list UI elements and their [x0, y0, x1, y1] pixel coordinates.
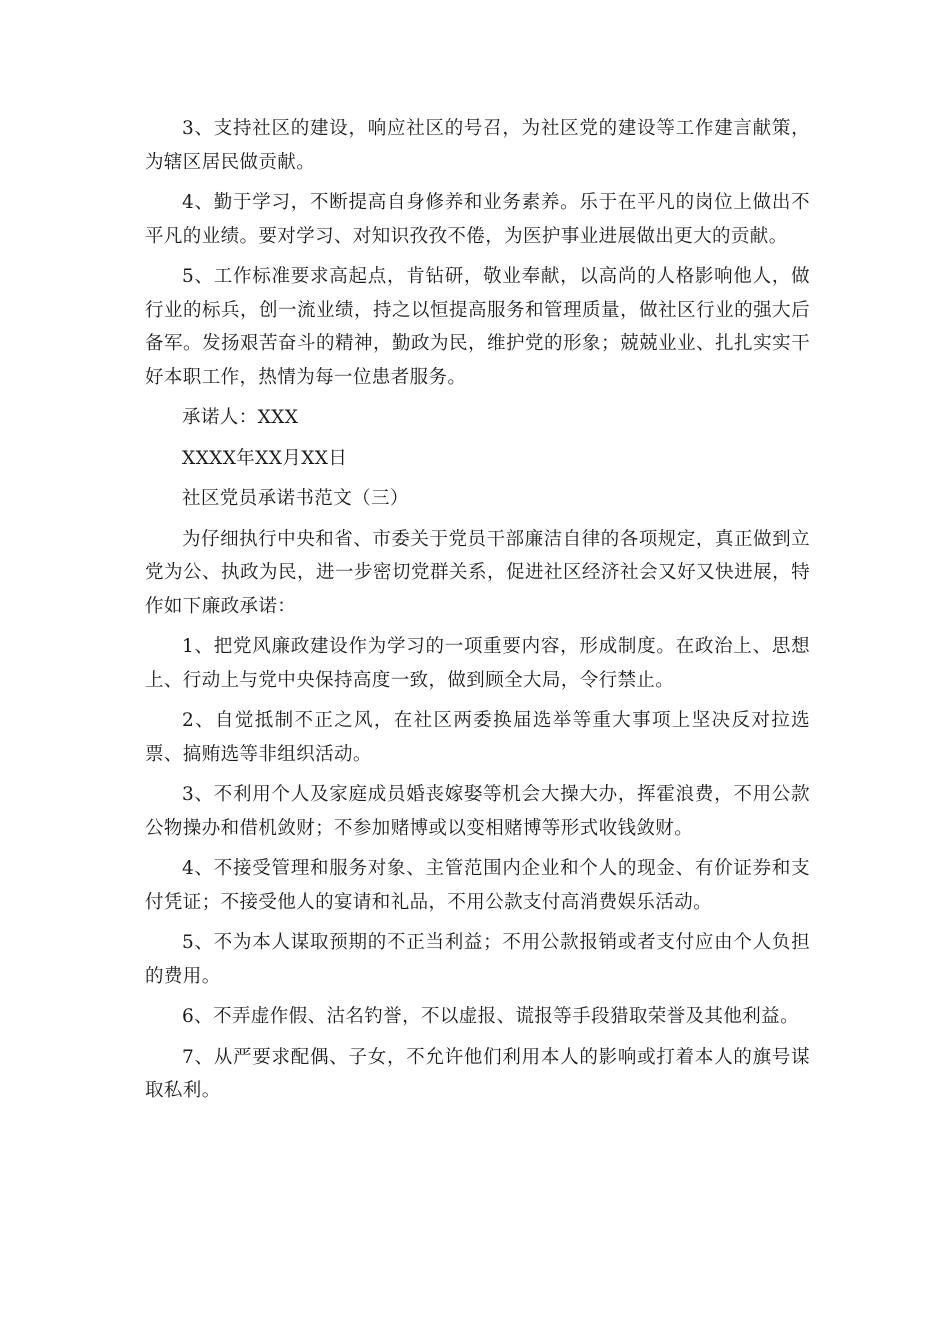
pledge-item-2: 2、自觉抵制不正之风，在社区两委换届选举等重大事项上坚决反对拉选票、搞贿选等非组织活动。	[145, 710, 810, 765]
pledge-item-6: 6、不弄虚作假、沽名钓誉，不以虚报、谎报等手段猎取荣誉及其他利益。	[182, 1006, 799, 1027]
intro-paragraph: 为仔细执行中央和省、市委关于党员干部廉洁自律的各项规定，真正做到立党为公、执政为民，进一步密切党群关系，促进社区经济社会又好又快进展，特作如下廉政承诺：	[145, 528, 810, 617]
pledge-item-5: 5、不为本人谋取预期的不正当利益；不用公款报销或者支付应由个人负担的费用。	[145, 932, 810, 987]
pledge-item-4: 4、不接受管理和服务对象、主管范围内企业和个人的现金、有价证券和支付凭证；不接受他人的宴请和礼品，不用公款支付高消费娱乐活动。	[145, 858, 810, 913]
pledge-item-1: 1、把党风廉政建设作为学习的一项重要内容，形成制度。在政治上、思想上、行动上与党中央保持高度一致，做到顾全大局，令行禁止。	[145, 636, 810, 691]
section-title: 社区党员承诺书范文（三）	[182, 488, 409, 509]
paragraph-commitment-5: 5、工作标准要求高起点，肯钻研，敬业奉献，以高尚的人格影响他人，做行业的标兵，创一流业绩，持之以恒提高服务和管理质量，做社区行业的强大后备军。发扬艰苦奋斗的精神，勤政为民，维护党的形象；兢兢业业、扎扎实实干好本职工作，热情为每一位患者服务。	[145, 266, 810, 388]
document-body	[145, 112, 810, 1108]
signature-line: 承诺人：XXX	[182, 407, 299, 428]
paragraph-commitment-4: 4、勤于学习，不断提高自身修养和业务素养。乐于在平凡的岗位上做出不平凡的业绩。要对学习、对知识孜孜不倦，为医护事业进展做出更大的贡献。	[145, 192, 810, 247]
pledge-item-3: 3、不利用个人及家庭成员婚丧嫁娶等机会大操大办，挥霍浪费，不用公款公物操办和借机敛财；不参加赌博或以变相赌博等形式收钱敛财。	[145, 784, 810, 839]
paragraph-commitment-3: 3、支持社区的建设，响应社区的号召，为社区党的建设等工作建言献策，为辖区居民做贡献。	[145, 118, 810, 173]
pledge-item-7: 7、从严要求配偶、子女，不允许他们利用本人的影响或打着本人的旗号谋取私利。	[145, 1046, 810, 1101]
date-line: XXXX年XX月XX日	[182, 447, 348, 469]
